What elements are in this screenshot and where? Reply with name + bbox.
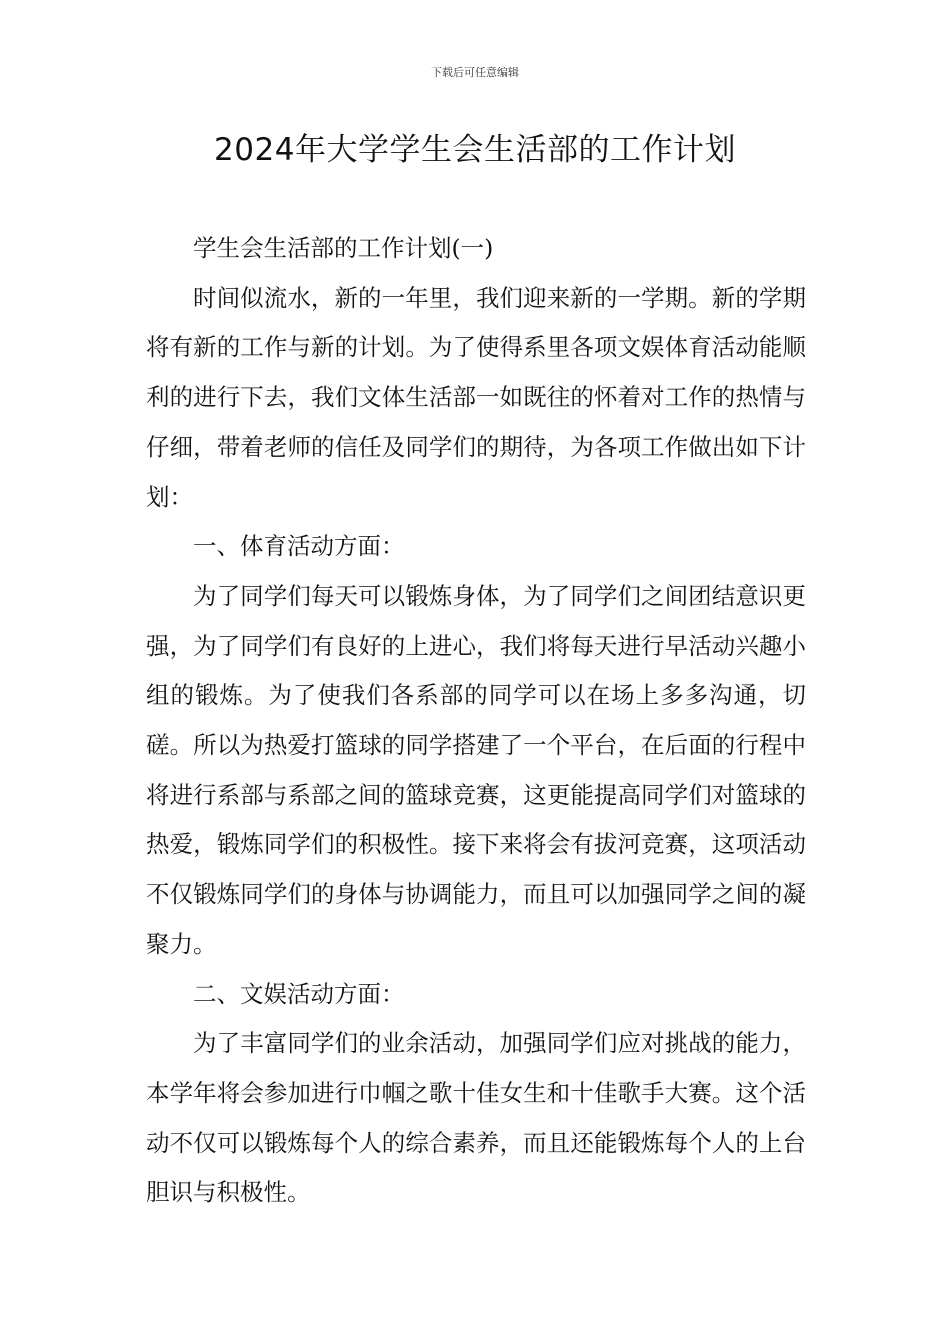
section-heading-plan-one: 学生会生活部的工作计划(一) [193, 234, 494, 262]
header-note: 下载后可任意编辑 [431, 66, 519, 79]
document-title: 2024年大学学生会生活部的工作计划 [214, 132, 736, 168]
paragraph-intro: 时间似流水，新的一年里，我们迎来新的一学期。新的学期将有新的工作与新的计划。为了使得系里各项文娱体育活动能顺利的进行下去，我们文体生活部一如既往的怀着对工作的热情与仔细，带着老师的信任及同学们的期待，为各项工作做出如下计划： [146, 283, 806, 511]
paragraph-entertainment: 为了丰富同学们的业余活动，加强同学们应对挑战的能力，本学年将会参加进行巾帼之歌十佳女生和十佳歌手大赛。这个活动不仅可以锻炼每个人的综合素养，而且还能锻炼每个人的上台胆识与积极性。 [146, 1029, 806, 1207]
section-heading-sports: 一、体育活动方面： [193, 532, 405, 561]
document-body [146, 224, 806, 1218]
paragraph-sports: 为了同学们每天可以锻炼身体，为了同学们之间团结意识更强，为了同学们有良好的上进心，我们将每天进行早活动兴趣小组的锻炼。为了使我们各系部的同学可以在场上多多沟通，切磋。所以为热爱打篮球的同学搭建了一个平台，在后面的行程中将进行系部与系部之间的篮球竞赛，这更能提高同学们对篮球的热爱，锻炼同学们的积极性。接下来将会有拔河竞赛，这项活动不仅锻炼同学们的身体与协调能力，而且可以加强同学之间的凝聚力。 [146, 581, 806, 958]
section-heading-entertainment: 二、文娱活动方面： [193, 979, 405, 1008]
